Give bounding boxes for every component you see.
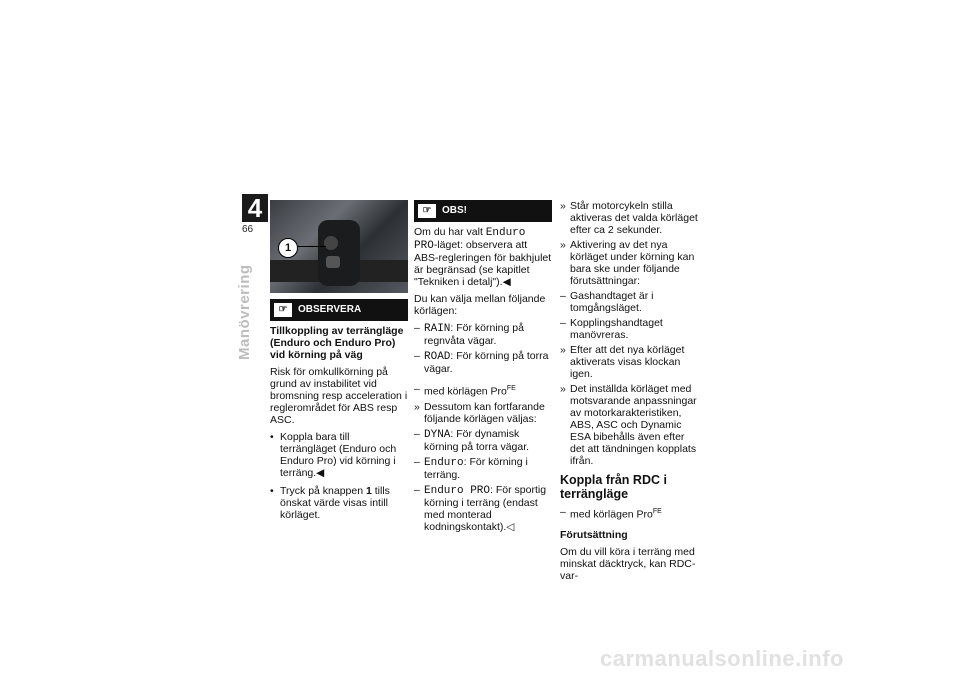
note-hand-icon: ☞ — [418, 204, 436, 218]
paragraph: Du kan välja mellan följande körlägen: — [414, 293, 546, 317]
callout-label: 1 — [278, 238, 298, 258]
list-item: – ROAD: För körning på torra vägar. — [414, 350, 549, 375]
section-heading: Koppla från RDC i terrängläge — [560, 473, 667, 501]
warning-hand-icon: ☞ — [274, 303, 292, 317]
list-item: – Enduro PRO: För sportig körning i terräng (endast med monterad kodningskontakt).◁ — [414, 483, 547, 533]
list-item: – DYNA: För dynamisk körning på torra vägar. — [414, 427, 530, 453]
warning-banner — [270, 299, 408, 321]
subheading: Förutsättning — [560, 528, 628, 541]
list-item: » Dessutom kan fortfarande följande körlägen väljas: — [414, 400, 545, 425]
list-item: – Enduro: För körning i terräng. — [414, 455, 528, 481]
list-item: • Tryck på knappen 1 tills önskat värde visas intill körläget. — [270, 485, 390, 521]
list-item: » Står motorcykeln stilla aktiveras det valda körläget efter ca 2 sekunder. — [560, 200, 698, 236]
list-item: – med körlägen Pro$^{FE}$ — [560, 506, 662, 521]
list-item: » Efter att det nya körläget aktiverats visas klockan igen. — [560, 344, 685, 380]
note-label: OBS! — [442, 205, 467, 216]
chapter-number: 4 — [242, 194, 268, 222]
warning-body: Risk för omkullkörning på grund av instabilitet vid bromsning resp acceleration i reglerområdet för ABS resp ASC. — [270, 366, 408, 426]
warning-heading: Tillkoppling av terrängläge (Enduro och Enduro Pro) vid körning på väg — [270, 325, 404, 361]
page-number: 66 — [242, 224, 254, 235]
note-banner — [414, 200, 552, 222]
watermark: carmanualsonline.info — [600, 646, 844, 671]
column-2 — [414, 200, 552, 536]
column-1 — [270, 200, 408, 524]
list-item: • Koppla bara till terrängläget (Enduro och Enduro Pro) vid körning i terräng.◀ — [270, 431, 397, 479]
note-body: Om du har valt Enduro PRO-läget: observera att ABS-regleringen för bakhjulet är begränsad (se kapitlet "Tekniken i detalj").◀ — [414, 226, 552, 288]
paragraph: Om du vill köra i terräng med minskat däcktryck, kan RDC-var- — [560, 545, 696, 582]
list-item: – Gashandtaget är i tomgångsläget. — [560, 290, 654, 314]
handlebar-switch-photo — [270, 200, 408, 293]
warning-label: OBSERVERA — [298, 304, 362, 315]
list-item: – RAIN: För körning på regnvåta vägar. — [414, 322, 524, 347]
chapter-title: Manövrering — [236, 264, 253, 360]
list-item: – Kopplingshandtaget manövreras. — [560, 317, 663, 341]
list-item: – med körlägen Pro$^{FE}$ — [414, 383, 516, 398]
column-3 — [560, 200, 700, 587]
list-item: » Det inställda körläget med motsvarande anpassningar av motorkarakteristiken, ABS, ASC och Dynamic ESA bibehålls även efter det att tändningen kopplats ifrån. — [560, 383, 697, 467]
list-item: » Aktivering av det nya körläget under körning kan bara ske under följande förutsättningar: — [560, 239, 695, 287]
